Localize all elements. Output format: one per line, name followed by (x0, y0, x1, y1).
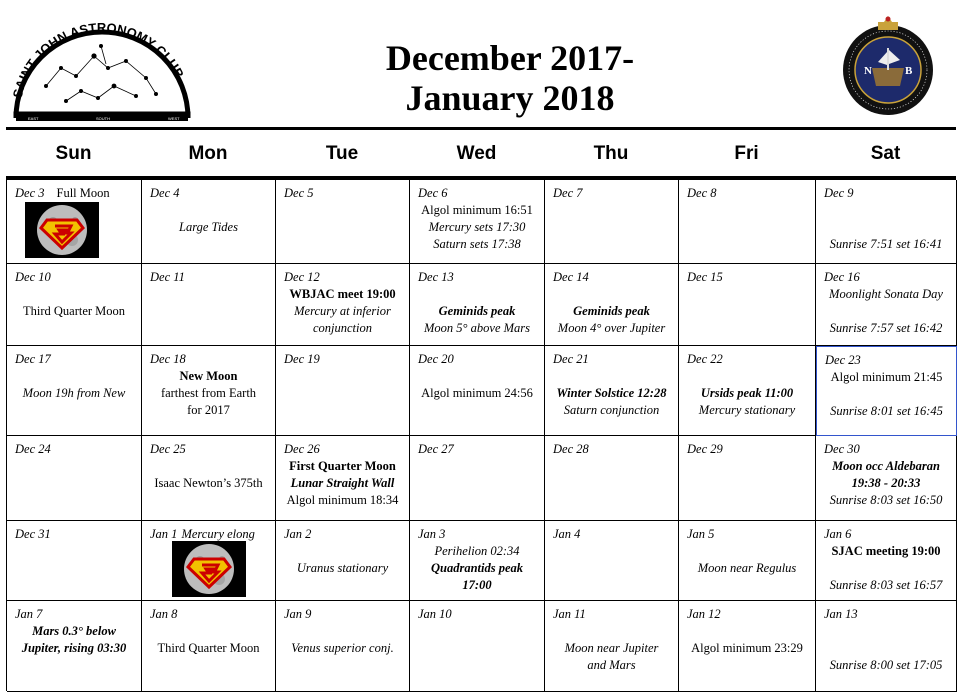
event-line (144, 458, 273, 475)
event-list (818, 458, 954, 509)
day-cell (276, 521, 410, 601)
event-line: for 2017 (187, 403, 230, 417)
event-line: Sunrise 7:57 set 16:42 (829, 321, 943, 335)
date-label: Jan 7 (15, 607, 43, 621)
event-line: Algol minimum 21:45 (830, 370, 943, 384)
event-line: Mercury at inferior (294, 304, 391, 318)
event-list (144, 368, 273, 419)
event-list (547, 368, 676, 419)
event-line (278, 623, 407, 640)
event-list (818, 286, 954, 337)
day-date (687, 351, 723, 368)
event-list (818, 623, 954, 674)
day-cell (545, 436, 679, 521)
event-line (819, 386, 954, 403)
day-date (150, 606, 177, 623)
event-line: and Mars (587, 658, 636, 672)
event-line: Sunrise 8:03 set 16:57 (829, 578, 943, 592)
date-label: Dec 15 (687, 270, 723, 284)
svg-text:B: B (905, 65, 913, 77)
event-line: Sunrise 7:51 set 16:41 (829, 237, 943, 251)
date-extra-note: Full Moon (56, 186, 110, 200)
event-line: Third Quarter Moon (22, 304, 126, 318)
day-cell (276, 346, 410, 436)
day-cell (679, 601, 816, 692)
event-line: Algol minimum 24:56 (421, 386, 533, 400)
event-line: Moon near Regulus (697, 561, 797, 575)
event-list (681, 623, 813, 657)
day-date (687, 441, 723, 458)
date-label: Jan 2 (284, 527, 312, 541)
day-date (150, 351, 186, 368)
day-date (418, 269, 454, 286)
day-date (553, 269, 589, 286)
date-label: Dec 9 (824, 186, 854, 200)
date-label: Dec 20 (418, 352, 454, 366)
weekday-sun: Sun (55, 143, 92, 164)
event-list (9, 623, 139, 657)
day-date (553, 185, 583, 202)
day-cell (545, 521, 679, 601)
day-cell (410, 264, 545, 346)
day-cell (545, 180, 679, 264)
event-line: Algol minimum 23:29 (691, 641, 803, 655)
event-list (412, 543, 542, 594)
event-line: Moon near Jupiter (564, 641, 659, 655)
day-date (150, 185, 180, 202)
day-date (15, 606, 42, 623)
rasc-logo (842, 8, 934, 124)
date-label: Dec 30 (824, 442, 860, 456)
event-list (144, 458, 273, 492)
event-line: Mars 0.3° below (32, 624, 116, 638)
date-label: Dec 10 (15, 270, 51, 284)
event-line: Algol minimum 16:51 (421, 203, 533, 217)
event-line: Saturn sets 17:38 (433, 237, 521, 251)
date-label: Dec 13 (418, 270, 454, 284)
date-label: Dec 27 (418, 442, 454, 456)
page-title (330, 38, 690, 118)
date-extra-note: Mercury elong (181, 527, 255, 541)
event-list (681, 543, 813, 577)
date-label: Jan 5 (687, 527, 715, 541)
day-date (687, 185, 717, 202)
svg-text:SAINT JOHN ASTRONOMY CLUB: SAINT JOHN ASTRONOMY CLUB (9, 20, 188, 100)
event-line: Moon 4° over Jupiter (557, 321, 666, 335)
weekday-mon: Mon (188, 143, 228, 164)
event-line: Moonlight Sonata Day (829, 287, 943, 301)
date-label: Dec 25 (150, 442, 186, 456)
date-label: Jan 10 (418, 607, 452, 621)
day-date (284, 441, 320, 458)
svg-text:EAST: EAST (28, 116, 39, 121)
event-line: Jupiter, rising 03:30 (21, 641, 127, 655)
superman-moon-icon (25, 202, 99, 258)
event-line: Mercury sets 17:30 (428, 220, 526, 234)
event-line: WBJAC meet 19:00 (289, 287, 396, 301)
event-line (681, 543, 813, 560)
date-label: Dec 22 (687, 352, 723, 366)
event-list (144, 202, 273, 236)
day-cell (142, 264, 276, 346)
event-line (144, 202, 273, 219)
event-line: New Moon (179, 369, 238, 383)
event-list (412, 368, 542, 402)
day-cell (816, 264, 957, 346)
weekday-fri: Fri (734, 143, 759, 164)
event-line (547, 623, 676, 640)
day-cell (679, 180, 816, 264)
day-date (284, 351, 320, 368)
day-cell (276, 180, 410, 264)
day-date (418, 351, 454, 368)
event-line: Third Quarter Moon (157, 641, 260, 655)
date-label: Dec 16 (824, 270, 860, 284)
day-cell (7, 264, 142, 346)
event-line (412, 286, 542, 303)
weekday-wed: Wed (456, 143, 497, 164)
date-label: Dec 19 (284, 352, 320, 366)
day-date (284, 526, 311, 543)
day-date (824, 441, 860, 458)
day-date (824, 606, 858, 623)
title-line-2: January 2018 (405, 78, 615, 118)
event-line: Venus superior conj. (291, 641, 394, 655)
event-line (144, 623, 273, 640)
event-line: Sunrise 8:03 set 16:50 (829, 493, 943, 507)
day-date (418, 185, 448, 202)
event-list (547, 623, 676, 674)
event-list (278, 543, 407, 577)
event-line: farthest from Earth (160, 386, 257, 400)
day-cell (142, 521, 276, 601)
day-date (687, 606, 721, 623)
weekday-sat: Sat (870, 143, 901, 164)
day-date (284, 269, 320, 286)
day-cell (545, 601, 679, 692)
day-date (824, 185, 854, 202)
day-cell (276, 601, 410, 692)
day-date (284, 606, 311, 623)
event-list (819, 369, 954, 420)
event-line: Saturn conjunction (563, 403, 660, 417)
day-cell (7, 180, 142, 264)
event-line (681, 368, 813, 385)
day-cell (545, 346, 679, 436)
day-date (150, 269, 185, 286)
event-line: Lunar Straight Wall (290, 476, 395, 490)
date-label: Dec 21 (553, 352, 589, 366)
date-label: Dec 3 (15, 186, 45, 200)
date-label: Dec 31 (15, 527, 51, 541)
day-date (553, 606, 586, 623)
event-line (818, 303, 954, 320)
svg-text:WEST: WEST (168, 116, 180, 121)
event-line: 19:38 - 20:33 (851, 476, 921, 490)
header-rule (6, 127, 956, 130)
day-cell (142, 180, 276, 264)
date-label: Dec 5 (284, 186, 314, 200)
event-line: 17:00 (462, 578, 492, 592)
event-line (818, 623, 954, 640)
day-date (553, 351, 589, 368)
date-label: Jan 6 (824, 527, 852, 541)
day-date (553, 526, 580, 543)
weekday-tue: Tue (325, 143, 359, 164)
date-label: Dec 11 (150, 270, 185, 284)
day-cell (142, 346, 276, 436)
date-label: Dec 8 (687, 186, 717, 200)
event-list (278, 286, 407, 337)
event-list (818, 543, 954, 594)
day-cell (816, 436, 957, 521)
event-line: Moon occ Aldebaran (832, 459, 940, 473)
event-list (681, 368, 813, 419)
day-date (825, 352, 861, 369)
date-label: Dec 6 (418, 186, 448, 200)
date-label: Jan 13 (824, 607, 858, 621)
date-label: Dec 23 (825, 353, 861, 367)
day-cell (816, 601, 957, 692)
event-line: Winter Solstice 12:28 (556, 386, 667, 400)
event-list (412, 286, 542, 337)
saint-john-astronomy-club-logo (6, 6, 196, 124)
day-cell (545, 264, 679, 346)
date-label: Jan 1 (150, 527, 178, 541)
event-line: Isaac Newton’s 375th (154, 476, 263, 490)
event-line: Ursids peak 11:00 (700, 386, 794, 400)
event-line (818, 560, 954, 577)
day-cell (679, 436, 816, 521)
day-cell (816, 521, 957, 601)
day-cell (142, 601, 276, 692)
day-date (553, 441, 589, 458)
day-date (687, 269, 723, 286)
event-line (412, 368, 542, 385)
date-label: Dec 18 (150, 352, 186, 366)
day-date (15, 351, 51, 368)
date-label: Dec 24 (15, 442, 51, 456)
day-date (284, 185, 314, 202)
event-line: Geminids peak (573, 304, 650, 318)
day-cell (816, 346, 957, 436)
day-cell (7, 346, 142, 436)
day-cell (410, 521, 545, 601)
day-date (15, 441, 51, 458)
day-date (824, 269, 860, 286)
event-line: Sunrise 8:01 set 16:45 (830, 404, 943, 418)
date-label: Jan 3 (418, 527, 446, 541)
svg-text:SOUTH: SOUTH (96, 116, 110, 121)
day-date (418, 606, 452, 623)
weekday-thu: Thu (593, 143, 629, 164)
date-label: Dec 26 (284, 442, 320, 456)
date-label: Jan 9 (284, 607, 312, 621)
date-label: Dec 4 (150, 186, 180, 200)
event-line: Mercury stationary (698, 403, 796, 417)
day-cell (410, 601, 545, 692)
event-list (144, 623, 273, 657)
weekday-header (6, 134, 956, 174)
event-list (547, 286, 676, 337)
calendar-grid (6, 179, 956, 691)
day-cell (410, 180, 545, 264)
event-list (9, 286, 139, 320)
event-line: Large Tides (179, 220, 238, 234)
calendar-header (0, 0, 960, 132)
date-label: Dec 17 (15, 352, 51, 366)
day-cell (410, 346, 545, 436)
day-cell (816, 180, 957, 264)
date-label: Dec 14 (553, 270, 589, 284)
date-label: Jan 11 (553, 607, 586, 621)
event-line: Perihelion 02:34 (434, 544, 520, 558)
event-line (9, 286, 139, 303)
day-date (687, 526, 714, 543)
day-date (418, 441, 454, 458)
event-line: Moon 5° above Mars (423, 321, 531, 335)
date-label: Dec 12 (284, 270, 320, 284)
day-date (150, 441, 186, 458)
svg-text:N: N (864, 65, 872, 77)
day-cell (679, 521, 816, 601)
event-list (818, 236, 954, 253)
event-line: conjunction (312, 321, 372, 335)
event-line: Sunrise 8:00 set 17:05 (829, 658, 943, 672)
event-list (278, 623, 407, 657)
title-line-1: December 2017- (385, 38, 635, 78)
day-cell (142, 436, 276, 521)
event-line (547, 368, 676, 385)
date-label: Jan 8 (150, 607, 178, 621)
event-list (412, 202, 542, 253)
day-cell (7, 436, 142, 521)
event-line (9, 368, 139, 385)
day-date (15, 185, 110, 202)
event-line (547, 286, 676, 303)
event-list (9, 368, 139, 402)
event-line (681, 623, 813, 640)
day-cell (276, 436, 410, 521)
day-date (15, 269, 51, 286)
day-date (15, 526, 51, 543)
event-line (278, 543, 407, 560)
event-line: Algol minimum 18:34 (286, 493, 399, 507)
day-cell (7, 601, 142, 692)
day-cell (679, 346, 816, 436)
date-label: Jan 12 (687, 607, 721, 621)
event-line: Uranus stationary (296, 561, 389, 575)
day-cell (7, 521, 142, 601)
event-line: Moon 19h from New (22, 386, 126, 400)
event-line: Geminids peak (438, 304, 516, 318)
date-label: Dec 28 (553, 442, 589, 456)
day-cell (276, 264, 410, 346)
day-date (418, 526, 445, 543)
date-label: Dec 29 (687, 442, 723, 456)
event-line: Quadrantids peak (430, 561, 524, 575)
day-cell (410, 436, 545, 521)
superman-moon-icon (172, 541, 246, 597)
date-label: Jan 4 (553, 527, 581, 541)
day-cell (679, 264, 816, 346)
event-list (278, 458, 407, 509)
date-label: Dec 7 (553, 186, 583, 200)
event-line (818, 640, 954, 657)
event-line: SJAC meeting 19:00 (831, 544, 941, 558)
event-line: First Quarter Moon (289, 459, 396, 473)
day-date (824, 526, 851, 543)
